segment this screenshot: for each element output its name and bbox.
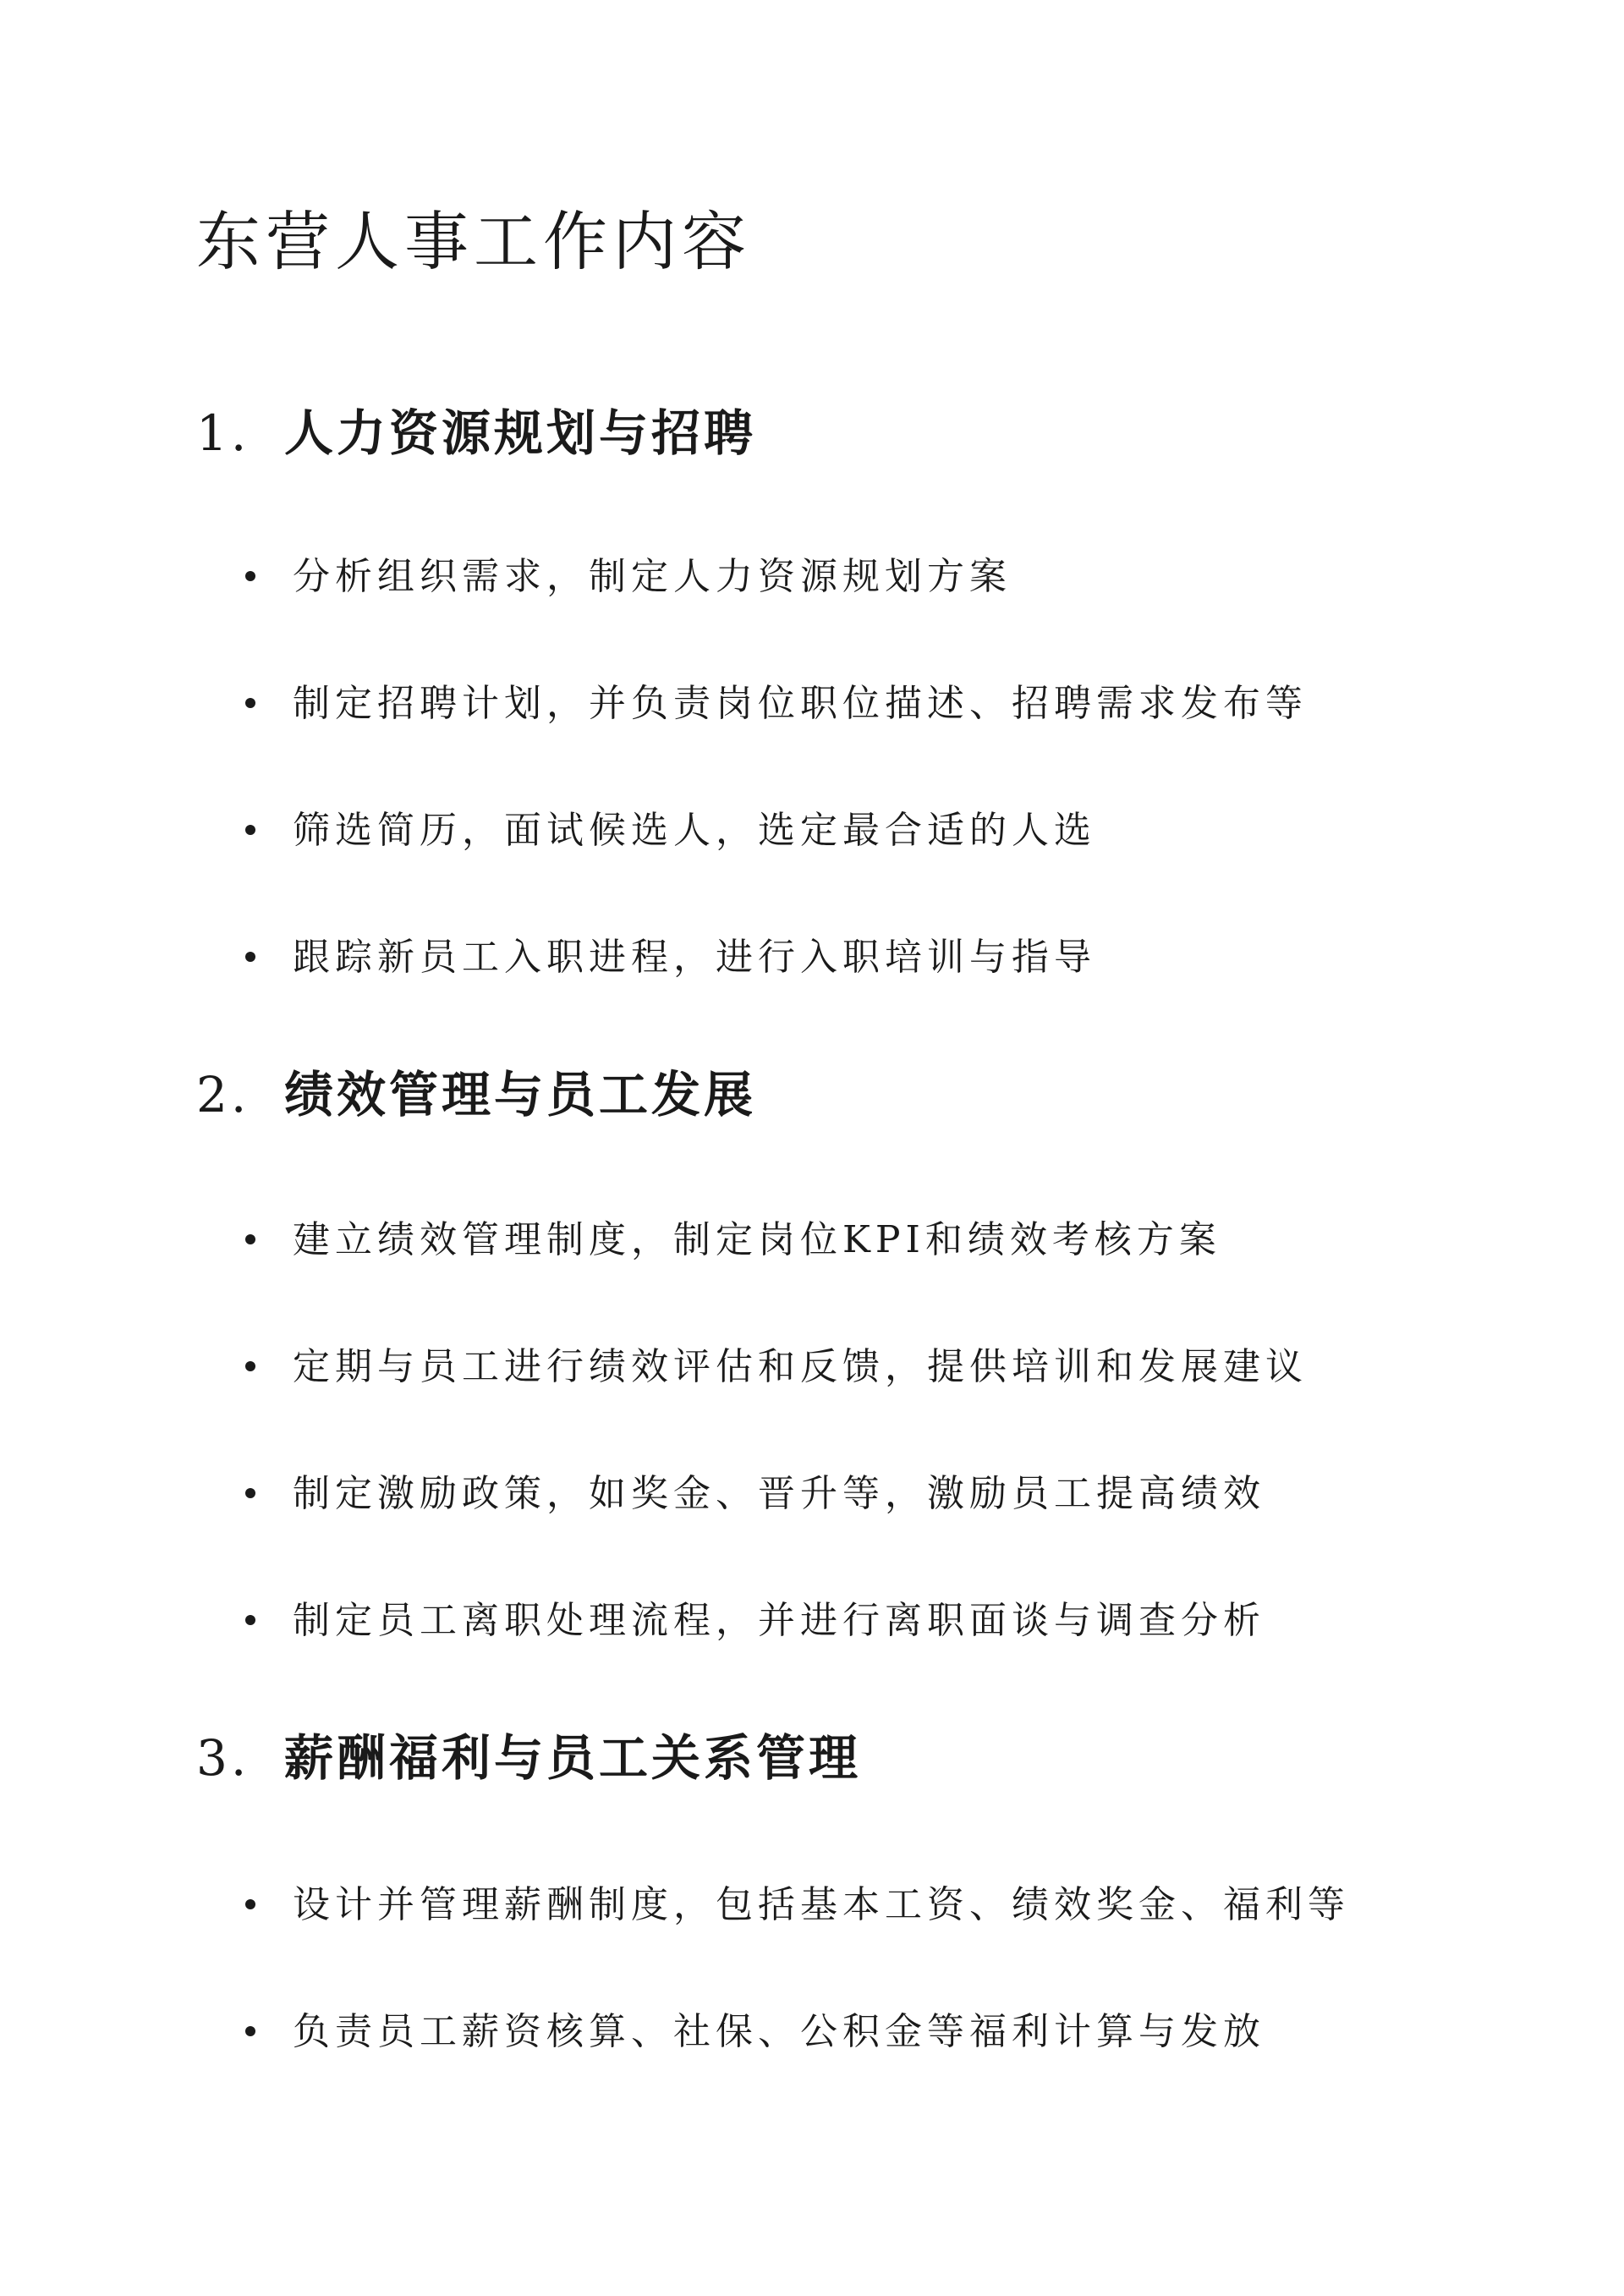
- list-item: [245, 1469, 1265, 1519]
- section-title: 薪酬福利与员工关系管理: [284, 1729, 862, 1787]
- section-number: 1.: [196, 404, 250, 462]
- bullet-icon: [245, 1234, 255, 1244]
- section-number: 3.: [196, 1729, 250, 1787]
- document-title: 东营人事工作内容: [196, 204, 751, 279]
- list-item: [245, 805, 1096, 856]
- list-item-text: 制定招聘计划，并负责岗位职位描述、招聘需求发布等: [293, 682, 1308, 725]
- list-item-text: 建立绩效管理制度，制定岗位KPI和绩效考核方案: [293, 1218, 1221, 1261]
- bullet-icon: [245, 698, 255, 708]
- list-item-text: 筛选简历，面试候选人，选定最合适的人选: [293, 809, 1096, 852]
- bullet-icon: [245, 571, 255, 581]
- bullet-icon: [245, 1488, 255, 1498]
- section-heading-2: [196, 1063, 756, 1127]
- list-item: [245, 932, 1096, 983]
- bullet-icon: [245, 1899, 255, 1909]
- section-title: 人力资源规划与招聘: [284, 404, 757, 462]
- section-heading-3: [196, 1726, 861, 1790]
- list-item: [245, 1342, 1308, 1392]
- list-item: [245, 678, 1308, 729]
- list-item: [245, 1880, 1350, 1931]
- list-item-text: 设计并管理薪酬制度，包括基本工资、绩效奖金、福利等: [293, 1883, 1350, 1926]
- list-item: [245, 1596, 1265, 1646]
- bullet-icon: [245, 1615, 255, 1625]
- bullet-icon: [245, 2026, 255, 2036]
- section-number: 2.: [196, 1066, 250, 1123]
- list-item-text: 分析组织需求，制定人力资源规划方案: [293, 555, 1012, 598]
- list-item-text: 跟踪新员工入职进程，进行入职培训与指导: [293, 936, 1096, 979]
- bullet-icon: [245, 825, 255, 835]
- list-item-text: 定期与员工进行绩效评估和反馈，提供培训和发展建议: [293, 1345, 1308, 1388]
- section-title: 绩效管理与员工发展: [284, 1066, 757, 1123]
- list-item-text: 制定员工离职处理流程，并进行离职面谈与调查分析: [293, 1599, 1265, 1642]
- list-item-text: 负责员工薪资核算、社保、公积金等福利计算与发放: [293, 2010, 1265, 2053]
- list-item: [245, 552, 1012, 602]
- list-item-text: 制定激励政策，如奖金、晋升等，激励员工提高绩效: [293, 1472, 1265, 1515]
- bullet-icon: [245, 952, 255, 962]
- list-item: [245, 2007, 1265, 2057]
- bullet-icon: [245, 1361, 255, 1371]
- list-item: [245, 1215, 1221, 1266]
- section-heading-1: [196, 401, 756, 465]
